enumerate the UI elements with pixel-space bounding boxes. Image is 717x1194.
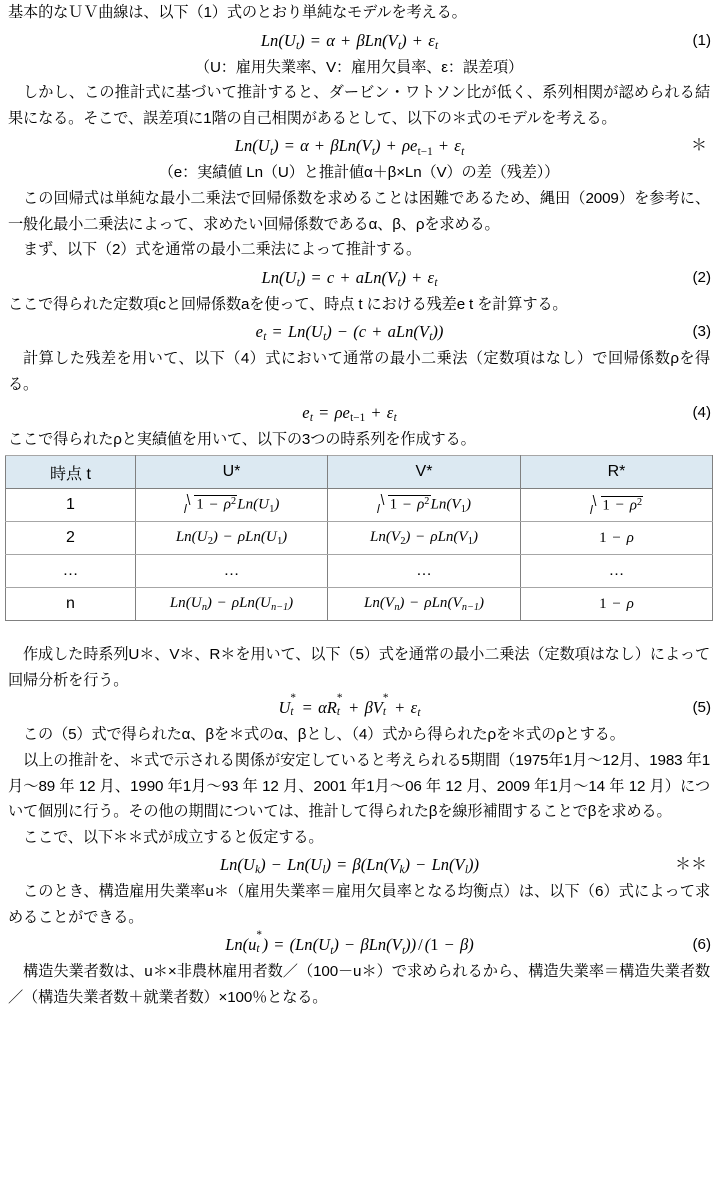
transformed-series-table — [5, 455, 713, 621]
paragraph-five-periods: 以上の推計を、＊式で示される関係が安定していると考えられる5期間（1975年1月～12月、1983 年1月～89 年 12 月、1990 年1月～93 年 12 月、2001 年1月～06 年 12 月、2009 年1月～14 年 12 月）について個別に行う。その他の期間については、推計して得られたβを線形補間することでβを求める。 — [8, 751, 710, 821]
table-header-r-star: R* — [521, 456, 713, 489]
table-row — [6, 555, 713, 588]
cell-time-ellipsis: … — [6, 555, 136, 588]
equation-2: $Ln(U_t) = c + aLn(V_t) + \varepsilon_t$ — [261, 267, 438, 289]
equation-star-number: ＊ — [690, 137, 707, 155]
equation-1-line — [0, 26, 717, 55]
paragraph-coefficient-mapping: この（5）式で得られたα、βを＊式のα、βとし、（4）式から得られたρを＊式のρとする。 — [23, 726, 625, 744]
table-header-v-star: V* — [328, 456, 521, 489]
paragraph-assumption: ここで、以下＊＊式が成立すると仮定する。 — [23, 828, 324, 846]
table-header-u-star: U* — [136, 456, 328, 489]
cell-r-star-ellipsis: … — [521, 555, 713, 588]
paragraph-intro: 基本的なＵＶ曲線は、以下（1）式のとおり単純なモデルを考える。 — [8, 4, 467, 21]
equation-3-line — [0, 317, 717, 346]
paragraph-regression-analysis: 作成した時系列U＊、V＊、R＊を用いて、以下（5）式を通常の最小二乗法（定数項はなし）によって回帰分析を行う。 — [8, 646, 710, 689]
equation-5-number: (5) — [692, 699, 711, 717]
cell-time-2: 2 — [6, 522, 136, 555]
equation-4-line — [0, 398, 717, 427]
cell-u-star-ellipsis: … — [136, 555, 328, 588]
series-table-wrap — [0, 455, 717, 621]
paragraph-gls-method: この回帰式は単純な最小二乗法で回帰係数を求めることは困難であるため、縄田（2009）を参考に、一般化最小二乗法によって、求めたい回帰係数であるα、β、ρを求める。 — [8, 189, 710, 233]
cell-u-star-n: $Ln(U_n) - \rho Ln(U_{n-1})$ — [136, 588, 328, 621]
paragraph-residual-calc: ここで得られた定数項cと回帰係数aを使って、時点 t における残差e t を計算する。 — [8, 295, 568, 313]
equation-6: Ln(u * t ) = $(Ln(U_t) - \beta Ln(V_t)) / (1 - \beta)$ — [225, 929, 474, 957]
equation-4-number: (4) — [692, 403, 711, 421]
paragraph-variable-legend: （U：雇用失業率、V：雇用欠員率、ε：誤差項） — [194, 58, 524, 76]
paragraph-structural-unemployment: 構造失業者数は、u＊×非農林雇用者数／（100－u＊）で求められるから、構造失業率＝構造失業者数／（構造失業者数＋就業者数）×100％となる。 — [8, 963, 710, 1007]
table-row — [6, 489, 713, 522]
cell-u-star-2: $Ln(U_2) - \rho Ln(U_1)$ — [136, 522, 328, 555]
cell-r-star-1: $1 - \rho^2$ — [521, 489, 713, 522]
cell-time-n: n — [6, 588, 136, 621]
equation-doublestar-number: ＊＊ — [674, 856, 707, 874]
cell-r-star-n: 1 − ρ — [521, 588, 713, 621]
paragraph-ols-first: まず、以下（2）式を通常の最小二乗法によって推計する。 — [23, 241, 422, 259]
paragraph-residual-legend: （e：実績値 Ln（U）と推計値α＋β×Ln（V）の差（残差）） — [158, 164, 560, 182]
equation-star: $Ln(U_t) = \alpha + \beta Ln(V_t) + \rho e_{t-1} + \varepsilon_t$ — [234, 136, 465, 158]
cell-r-star-2: 1 − ρ — [521, 522, 713, 555]
paragraph-three-series: ここで得られたρと実績値を用いて、以下の3つの時系列を作成する。 — [8, 430, 476, 448]
equation-2-line — [0, 263, 717, 292]
equation-5: U * t = αR * t + βV * t + $\varepsilon_t$ — [278, 691, 421, 720]
cell-u-star-1: $1 - \rho^2Ln(U_1)$ — [136, 489, 328, 522]
equation-3: $e_t = Ln(U_t) - (c + aLn(V_t))$ — [255, 322, 444, 344]
equation-doublestar: $Ln(U_k) - Ln(U_l) = \beta(Ln(V_k) - Ln(V_l))$ — [219, 855, 480, 877]
cell-v-star-n: $Ln(V_n) - \rho Ln(V_{n-1})$ — [328, 588, 521, 621]
paragraph-structural-rate: このとき、構造雇用失業率u＊（雇用失業率＝雇用欠員率となる均衡点）は、以下（6）式によって求めることができる。 — [8, 883, 710, 926]
paragraph-rho-estimate: 計算した残差を用いて、以下（4）式において通常の最小二乗法（定数項はなし）で回帰係数ρを得る。 — [8, 350, 710, 393]
cell-v-star-1: $1 - \rho^2Ln(V_1)$ — [328, 489, 521, 522]
paragraph-durbin-watson: しかし、この推計式に基づいて推計すると、ダービン・ワトソン比が低く、系列相関が認められる結果になる。そこで、誤差項に1階の自己相関があるとして、以下の＊式のモデルを考える。 — [8, 84, 710, 127]
cell-time-1: 1 — [6, 489, 136, 522]
equation-star-line — [0, 131, 717, 160]
equation-4: $e_t = \rho e_{t-1} + \varepsilon_t$ — [302, 402, 397, 424]
equation-6-number: (6) — [692, 936, 711, 954]
table-header-time: 時点 t — [6, 456, 136, 489]
equation-2-number: (2) — [692, 268, 711, 286]
table-bottom-spacer — [0, 621, 717, 642]
table-row — [6, 588, 713, 621]
cell-v-star-2: $Ln(V_2) - \rho Ln(V_1)$ — [328, 522, 521, 555]
equation-doublestar-line — [0, 850, 717, 879]
equation-3-number: (3) — [692, 323, 711, 341]
equation-1-number: (1) — [692, 31, 711, 49]
cell-v-star-ellipsis: … — [328, 555, 521, 588]
table-header-row — [6, 456, 713, 489]
equation-5-line — [0, 693, 717, 722]
table-row — [6, 522, 713, 555]
equation-6-line — [0, 930, 717, 959]
equation-1: $Ln(U_t) = \alpha + \beta Ln(V_t) + \varepsilon_t$ — [260, 30, 439, 52]
